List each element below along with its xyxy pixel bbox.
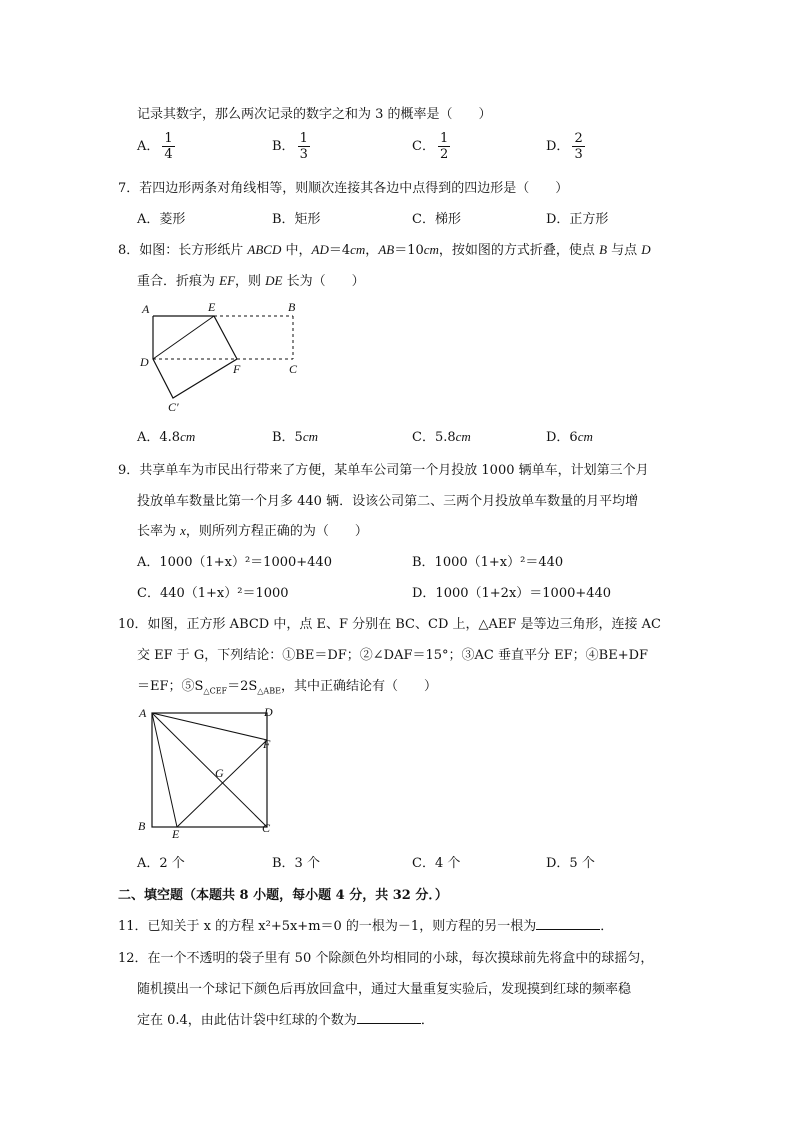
fraction — [298, 131, 310, 162]
text: ，则所列方程正确的为（ ） — [185, 524, 368, 539]
text: ． — [600, 919, 614, 934]
math-text: ABCD — [247, 242, 282, 257]
numerator: 2 — [574, 131, 583, 146]
q10-line1: 10．如图，正方形 ABCD 中，点 E、F 分别在 BC、CD 上，△AEF 是等边三角形，连接 AC — [118, 617, 662, 632]
section-heading: 二、填空题（本题共 8 小题，每小题 4 分，共 32 分．） — [118, 888, 448, 903]
denominator: 3 — [574, 147, 583, 162]
q7-option-b: B．矩形 — [272, 212, 321, 227]
q6-option-c — [412, 131, 450, 162]
unit: cm — [423, 242, 439, 257]
label-e: E — [208, 300, 216, 314]
text: ． — [420, 1013, 434, 1028]
text: ＝2S — [227, 679, 258, 694]
option-value: D．6 — [546, 430, 578, 445]
unit: cm — [302, 429, 318, 444]
label-d: D — [140, 355, 149, 369]
q12-line2: 随机摸出一个球记下颜色后再放回盒中，通过大量重复实验后，发现摸到红球的频率稳 — [137, 982, 632, 997]
q10-option-b: B．3 个 — [272, 856, 320, 871]
q12-line1: 12．在一个不透明的袋子里有 50 个除颜色外均相同的小球，每次摸球前先将盒中的球摇匀， — [118, 951, 654, 966]
text: ，按如图的方式折叠，使点 — [438, 243, 600, 258]
label-a: A — [139, 706, 147, 720]
text: 重合．折痕为 — [137, 274, 220, 289]
q8-line2 — [137, 270, 365, 289]
q10-figure — [132, 700, 282, 840]
option-value: C．5.8 — [412, 430, 456, 445]
text: 长为（ ） — [282, 274, 365, 289]
q12-line3 — [137, 1009, 434, 1028]
q9-line2: 投放单车数量比第一个月多 440 辆．设该公司第二、三两个月投放单车数量的月平均增 — [137, 494, 639, 509]
fold-shape — [153, 316, 237, 398]
unit: cm — [180, 429, 196, 444]
text: ＝EF；⑤S — [137, 679, 204, 694]
q9-option-d: D．1000（1+2x）＝1000+440 — [412, 586, 612, 601]
fraction — [438, 131, 450, 162]
text: 长率为 — [137, 524, 181, 539]
label-b: B — [138, 819, 146, 833]
label-g: G — [215, 766, 224, 780]
numerator: 1 — [439, 131, 449, 146]
text: 中， — [281, 243, 312, 258]
q10-option-d: D．5 个 — [546, 856, 595, 871]
unit: cm — [350, 242, 366, 257]
math-text: AD — [311, 242, 329, 257]
q9-line1: 9．共享单车为市民出行带来了方便，某单车公司第一个月投放 1000 辆单车，计划第三个月 — [118, 463, 649, 478]
option-label: A． — [137, 139, 160, 154]
q7-option-a: A．菱形 — [137, 212, 186, 227]
q7-stem: 7．若四边形两条对角线相等，则顺次连接其各边中点得到的四边形是（ ） — [118, 181, 569, 196]
q7-option-d: D．正方形 — [546, 212, 609, 227]
label-f: F — [233, 362, 241, 376]
q6-option-a — [137, 131, 175, 162]
math-text: x — [180, 523, 186, 538]
option-label: D． — [546, 139, 570, 154]
unit: cm — [577, 429, 593, 444]
label-d: D — [264, 705, 273, 719]
math-text: DE — [265, 273, 283, 288]
segment-af — [152, 713, 267, 740]
text: ＝4 — [328, 243, 351, 258]
label-e: E — [172, 827, 180, 840]
label-a: A — [142, 302, 150, 316]
denominator: 3 — [299, 147, 308, 162]
answer-blank[interactable] — [536, 917, 600, 930]
q6-option-d — [546, 131, 585, 162]
q8-option-d — [546, 426, 593, 445]
option-value: A．4.8 — [137, 430, 181, 445]
q7-option-c: C．梯形 — [412, 212, 461, 227]
text: ＝10 — [394, 243, 424, 258]
q9-option-a: A．1000（1+x）²＝1000+440 — [137, 555, 332, 570]
math-text: EF — [219, 273, 236, 288]
q8-option-b — [272, 426, 318, 445]
q6-line: 记录其数字，那么两次记录的数字之和为 3 的概率是（ ） — [137, 107, 492, 122]
q8-figure — [130, 296, 320, 418]
q11-stem — [118, 915, 613, 934]
subscript: △CEF — [203, 686, 228, 696]
q10-line2: 交 EF 于 G，下列结论：①BE＝DF；②∠DAF＝15°；③AC 垂直平分 EF；④BE+DF — [137, 648, 649, 663]
label-c: C — [289, 362, 298, 376]
q6-option-b — [272, 131, 310, 162]
fraction — [162, 131, 174, 162]
text: 11．已知关于 x 的方程 x²+5x+m＝0 的一根为－1，则方程的另一根为 — [118, 919, 537, 934]
option-label: B． — [272, 139, 295, 154]
text: ，其中正确结论有（ ） — [280, 679, 437, 694]
q9-option-b: B．1000（1+x）²＝440 — [412, 555, 564, 570]
q8-option-a — [137, 426, 195, 445]
label-b: B — [288, 300, 296, 314]
text: ， — [365, 243, 379, 258]
answer-blank[interactable] — [357, 1011, 421, 1024]
option-label: C． — [412, 139, 435, 154]
diagonal-ac — [152, 713, 267, 827]
q10-option-a: A．2 个 — [137, 856, 185, 871]
q9-option-c: C．440（1+x）²＝1000 — [137, 586, 289, 601]
q8-line1 — [118, 239, 651, 258]
q10-line3 — [137, 675, 437, 696]
math-text: D — [641, 242, 651, 257]
math-text: AB — [378, 242, 395, 257]
label-c: C — [262, 821, 271, 835]
q10-option-c: C．4 个 — [412, 856, 461, 871]
subscript: △ABE — [257, 686, 281, 696]
denominator: 2 — [439, 147, 449, 162]
segment-de — [153, 316, 214, 359]
numerator: 1 — [299, 131, 308, 146]
q8-option-c — [412, 426, 471, 445]
q9-line3 — [137, 520, 368, 539]
segment-ae — [152, 713, 177, 827]
denominator: 4 — [164, 147, 173, 162]
label-f: F — [263, 737, 271, 751]
text: ，则 — [235, 274, 266, 289]
label-c-prime: C′ — [168, 400, 179, 414]
text: 与点 — [607, 243, 642, 258]
fraction — [572, 131, 584, 162]
option-value: B．5 — [272, 430, 303, 445]
math-text: B — [599, 242, 608, 257]
text: 定在 0.4，由此估计袋中红球的个数为 — [137, 1013, 357, 1028]
numerator: 1 — [164, 131, 173, 146]
text: 8．如图：长方形纸片 — [118, 243, 248, 258]
unit: cm — [455, 429, 471, 444]
